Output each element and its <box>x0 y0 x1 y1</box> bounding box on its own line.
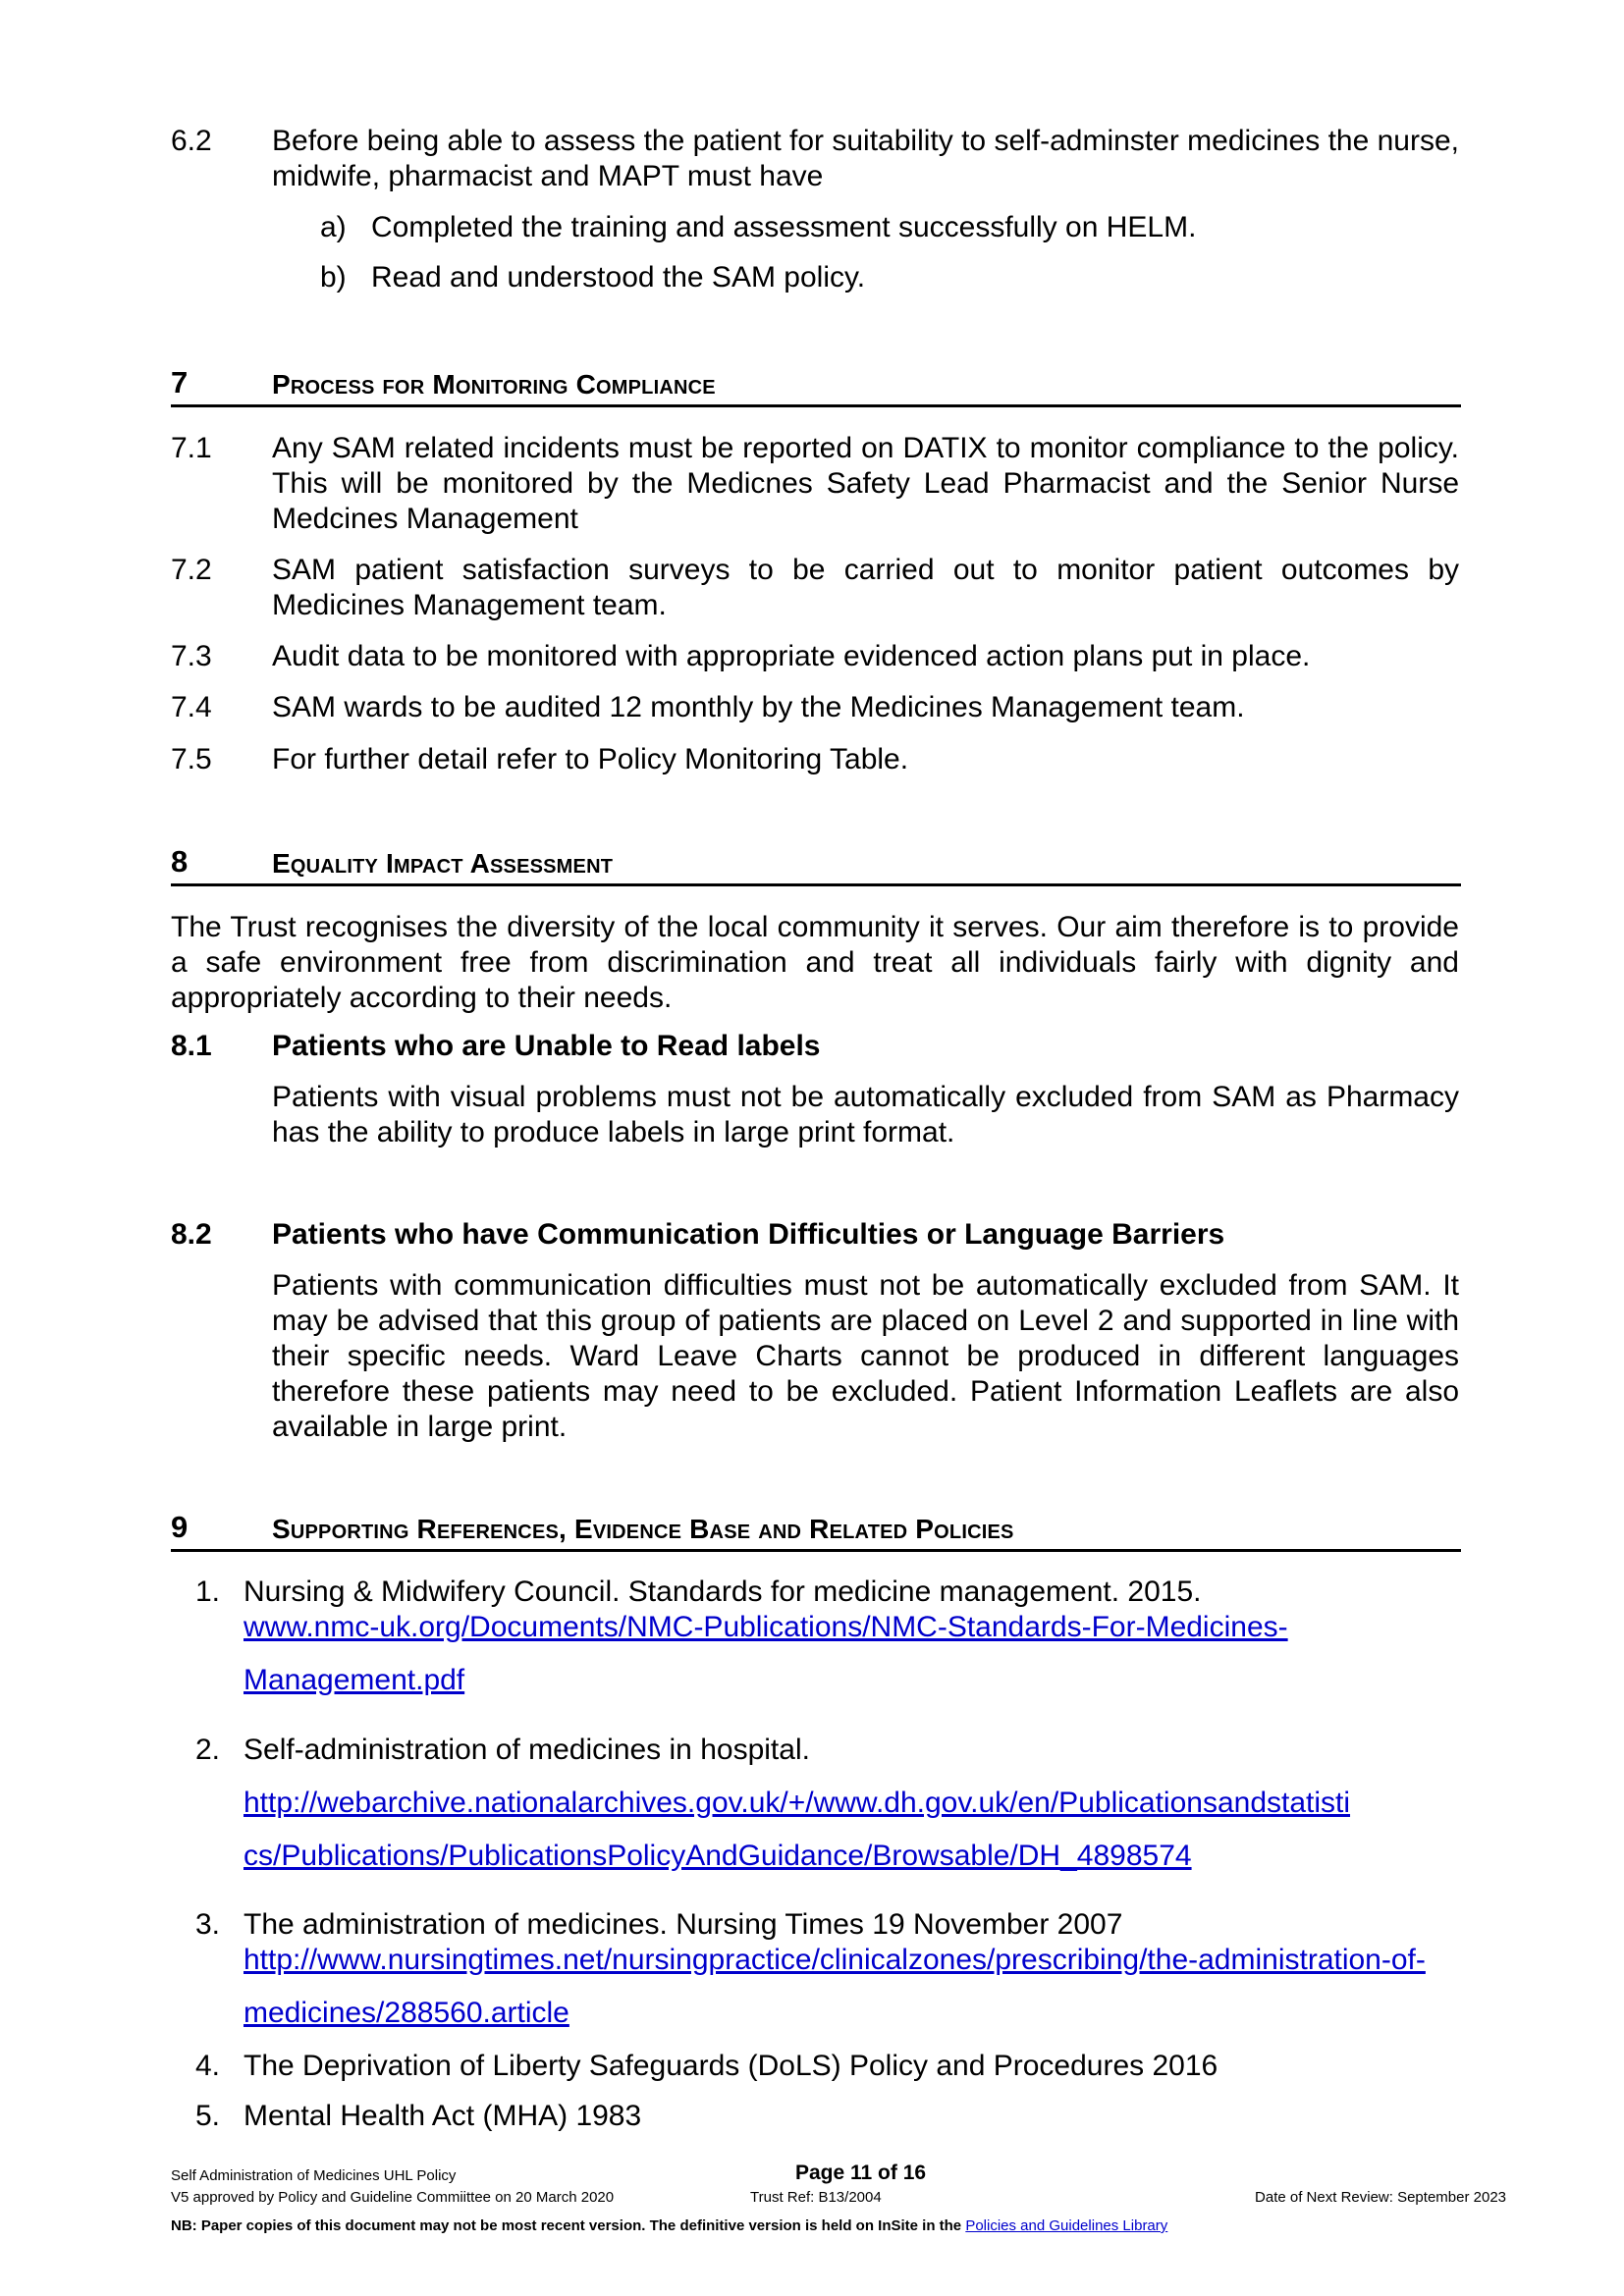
paragraph-number: 6.2 <box>171 125 212 157</box>
paragraph-number: 7.3 <box>171 640 212 672</box>
reference-3 <box>171 1907 1467 2031</box>
reference-1 <box>171 1575 1467 1698</box>
paragraph-8-1 <box>171 1080 1459 1150</box>
subheading-title: Patients who are Unable to Read labels <box>272 1030 821 1062</box>
footer-note-text: NB: Paper copies of this document may not be most recent version. The definitive version is held on InSite in the <box>171 2217 962 2234</box>
paragraph-number: 7.5 <box>171 743 212 775</box>
section-heading-7 <box>171 367 1461 407</box>
subheading-8-2 <box>171 1217 1225 1253</box>
list-text: Read and understood the SAM policy. <box>371 261 866 294</box>
footer-approval: V5 approved by Policy and Guideline Commiittee on 20 March 2020 <box>171 2189 615 2206</box>
paragraph-7-4 <box>171 690 1459 725</box>
subheading-number: 8.1 <box>171 1030 212 1062</box>
reference-text: Self-administration of medicines in hospital. <box>244 1734 810 1766</box>
list-label: b) <box>320 261 347 294</box>
paragraph-text: SAM patient satisfaction surveys to be carried out to monitor patient outcomes by Medicines Management team. <box>272 554 1459 621</box>
subheading-title: Patients who have Communication Difficulties or Language Barriers <box>272 1218 1225 1251</box>
paragraph-7-2 <box>171 553 1459 623</box>
section-title: Process for Monitoring Compliance <box>272 369 716 400</box>
reference-2 <box>171 1733 1467 1874</box>
list-text: Completed the training and assessment successfully on HELM. <box>371 211 1197 243</box>
paragraph-7-3 <box>171 639 1459 674</box>
subheading-number: 8.2 <box>171 1218 212 1251</box>
policies-library-link[interactable]: Policies and Guidelines Library <box>965 2217 1168 2234</box>
section-number: 7 <box>171 365 189 400</box>
paragraph-text: For further detail refer to Policy Monitoring Table. <box>272 743 909 775</box>
section-heading-9 <box>171 1512 1461 1552</box>
reference-text: The administration of medicines. Nursing Times 19 November 2007 <box>244 1908 1123 1941</box>
reference-5 <box>171 2099 1467 2134</box>
reference-link-continued[interactable]: Management.pdf <box>244 1664 465 1696</box>
paragraph-number: 7.1 <box>171 432 212 464</box>
reference-link[interactable]: http://webarchive.nationalarchives.gov.uk/+/www.dh.gov.uk/en/Publicationsandstatisti <box>244 1787 1351 1819</box>
section-number: 9 <box>171 1510 189 1544</box>
paragraph-number: 7.2 <box>171 554 212 586</box>
section-number: 8 <box>171 844 189 879</box>
reference-number: 5. <box>194 2100 220 2132</box>
equality-intro: The Trust recognises the diversity of the local community it serves. Our aim therefore is to provide a safe environment free from discrimination and treat all individuals fairly with dignity and appropriately according to their needs. <box>171 911 1459 1014</box>
list-item-a <box>320 210 1449 245</box>
paragraph-number: 7.4 <box>171 691 212 723</box>
paragraph-text: Patients with communication difficulties must not be automatically excluded from SAM. It may be advised that this group of patients are placed on Level 2 and supported in line with their specific needs. Ward Leave Charts cannot be produced in different languages therefore these patients may need to be excluded. Patient Information Leaflets are also available in large print. <box>272 1269 1459 1443</box>
reference-text: Nursing & Midwifery Council. Standards for medicine management. 2015. <box>244 1575 1202 1608</box>
reference-4 <box>171 2049 1467 2084</box>
footer <box>171 2162 1506 2235</box>
section-title: Equality Impact Assessment <box>272 848 614 879</box>
paragraph-7-5 <box>171 742 1459 777</box>
paragraph-7-1 <box>171 431 1459 537</box>
reference-link[interactable]: http://www.nursingtimes.net/nursingpractice/clinicalzones/prescribing/the-administration-of- <box>244 1944 1426 1976</box>
paragraph-text: Before being able to assess the patient for suitability to self-adminster medicines the nurse, midwife, pharmacist and MAPT must have <box>272 125 1459 192</box>
reference-link-continued[interactable]: cs/Publications/PublicationsPolicyAndGuidance/Browsable/DH_4898574 <box>244 1840 1192 1872</box>
paragraph-6-2 <box>171 124 1459 194</box>
paragraph-text: Any SAM related incidents must be reported on DATIX to monitor compliance to the policy. This will be monitored by the Medicnes Safety Lead Pharmacist and the Senior Nurse Medcines Management <box>272 432 1459 535</box>
paragraph-8-2 <box>171 1268 1459 1445</box>
section-title: Supporting References, Evidence Base and Related Policies <box>272 1514 1014 1544</box>
paragraph-text: Audit data to be monitored with appropriate evidenced action plans put in place. <box>272 640 1311 672</box>
reference-link[interactable]: www.nmc-uk.org/Documents/NMC-Publications/NMC-Standards-For-Medicines- <box>244 1611 1288 1643</box>
subheading-8-1 <box>171 1029 821 1064</box>
footer-page-number: Page 11 of 16 <box>795 2162 927 2184</box>
footer-trust-ref: Trust Ref: B13/2004 <box>750 2189 882 2206</box>
reference-text: The Deprivation of Liberty Safeguards (DoLS) Policy and Procedures 2016 <box>244 2050 1218 2082</box>
reference-link-continued[interactable]: medicines/288560.article <box>244 1997 569 2029</box>
reference-text: Mental Health Act (MHA) 1983 <box>244 2100 642 2132</box>
paragraph-text: SAM wards to be audited 12 monthly by the Medicines Management team. <box>272 691 1245 723</box>
paragraph-text: Patients with visual problems must not be automatically excluded from SAM as Pharmacy has the ability to produce labels in large print format. <box>272 1081 1459 1148</box>
reference-number: 1. <box>194 1575 220 1608</box>
section-heading-8 <box>171 846 1461 886</box>
reference-number: 4. <box>194 2050 220 2082</box>
reference-number: 3. <box>194 1908 220 1941</box>
footer-next-review: Date of Next Review: September 2023 <box>1255 2189 1506 2206</box>
list-label: a) <box>320 211 347 243</box>
footer-policy-title: Self Administration of Medicines UHL Policy <box>171 2167 457 2184</box>
footer-note <box>171 2217 1506 2235</box>
reference-number: 2. <box>194 1734 220 1766</box>
list-item-b <box>320 260 1449 295</box>
